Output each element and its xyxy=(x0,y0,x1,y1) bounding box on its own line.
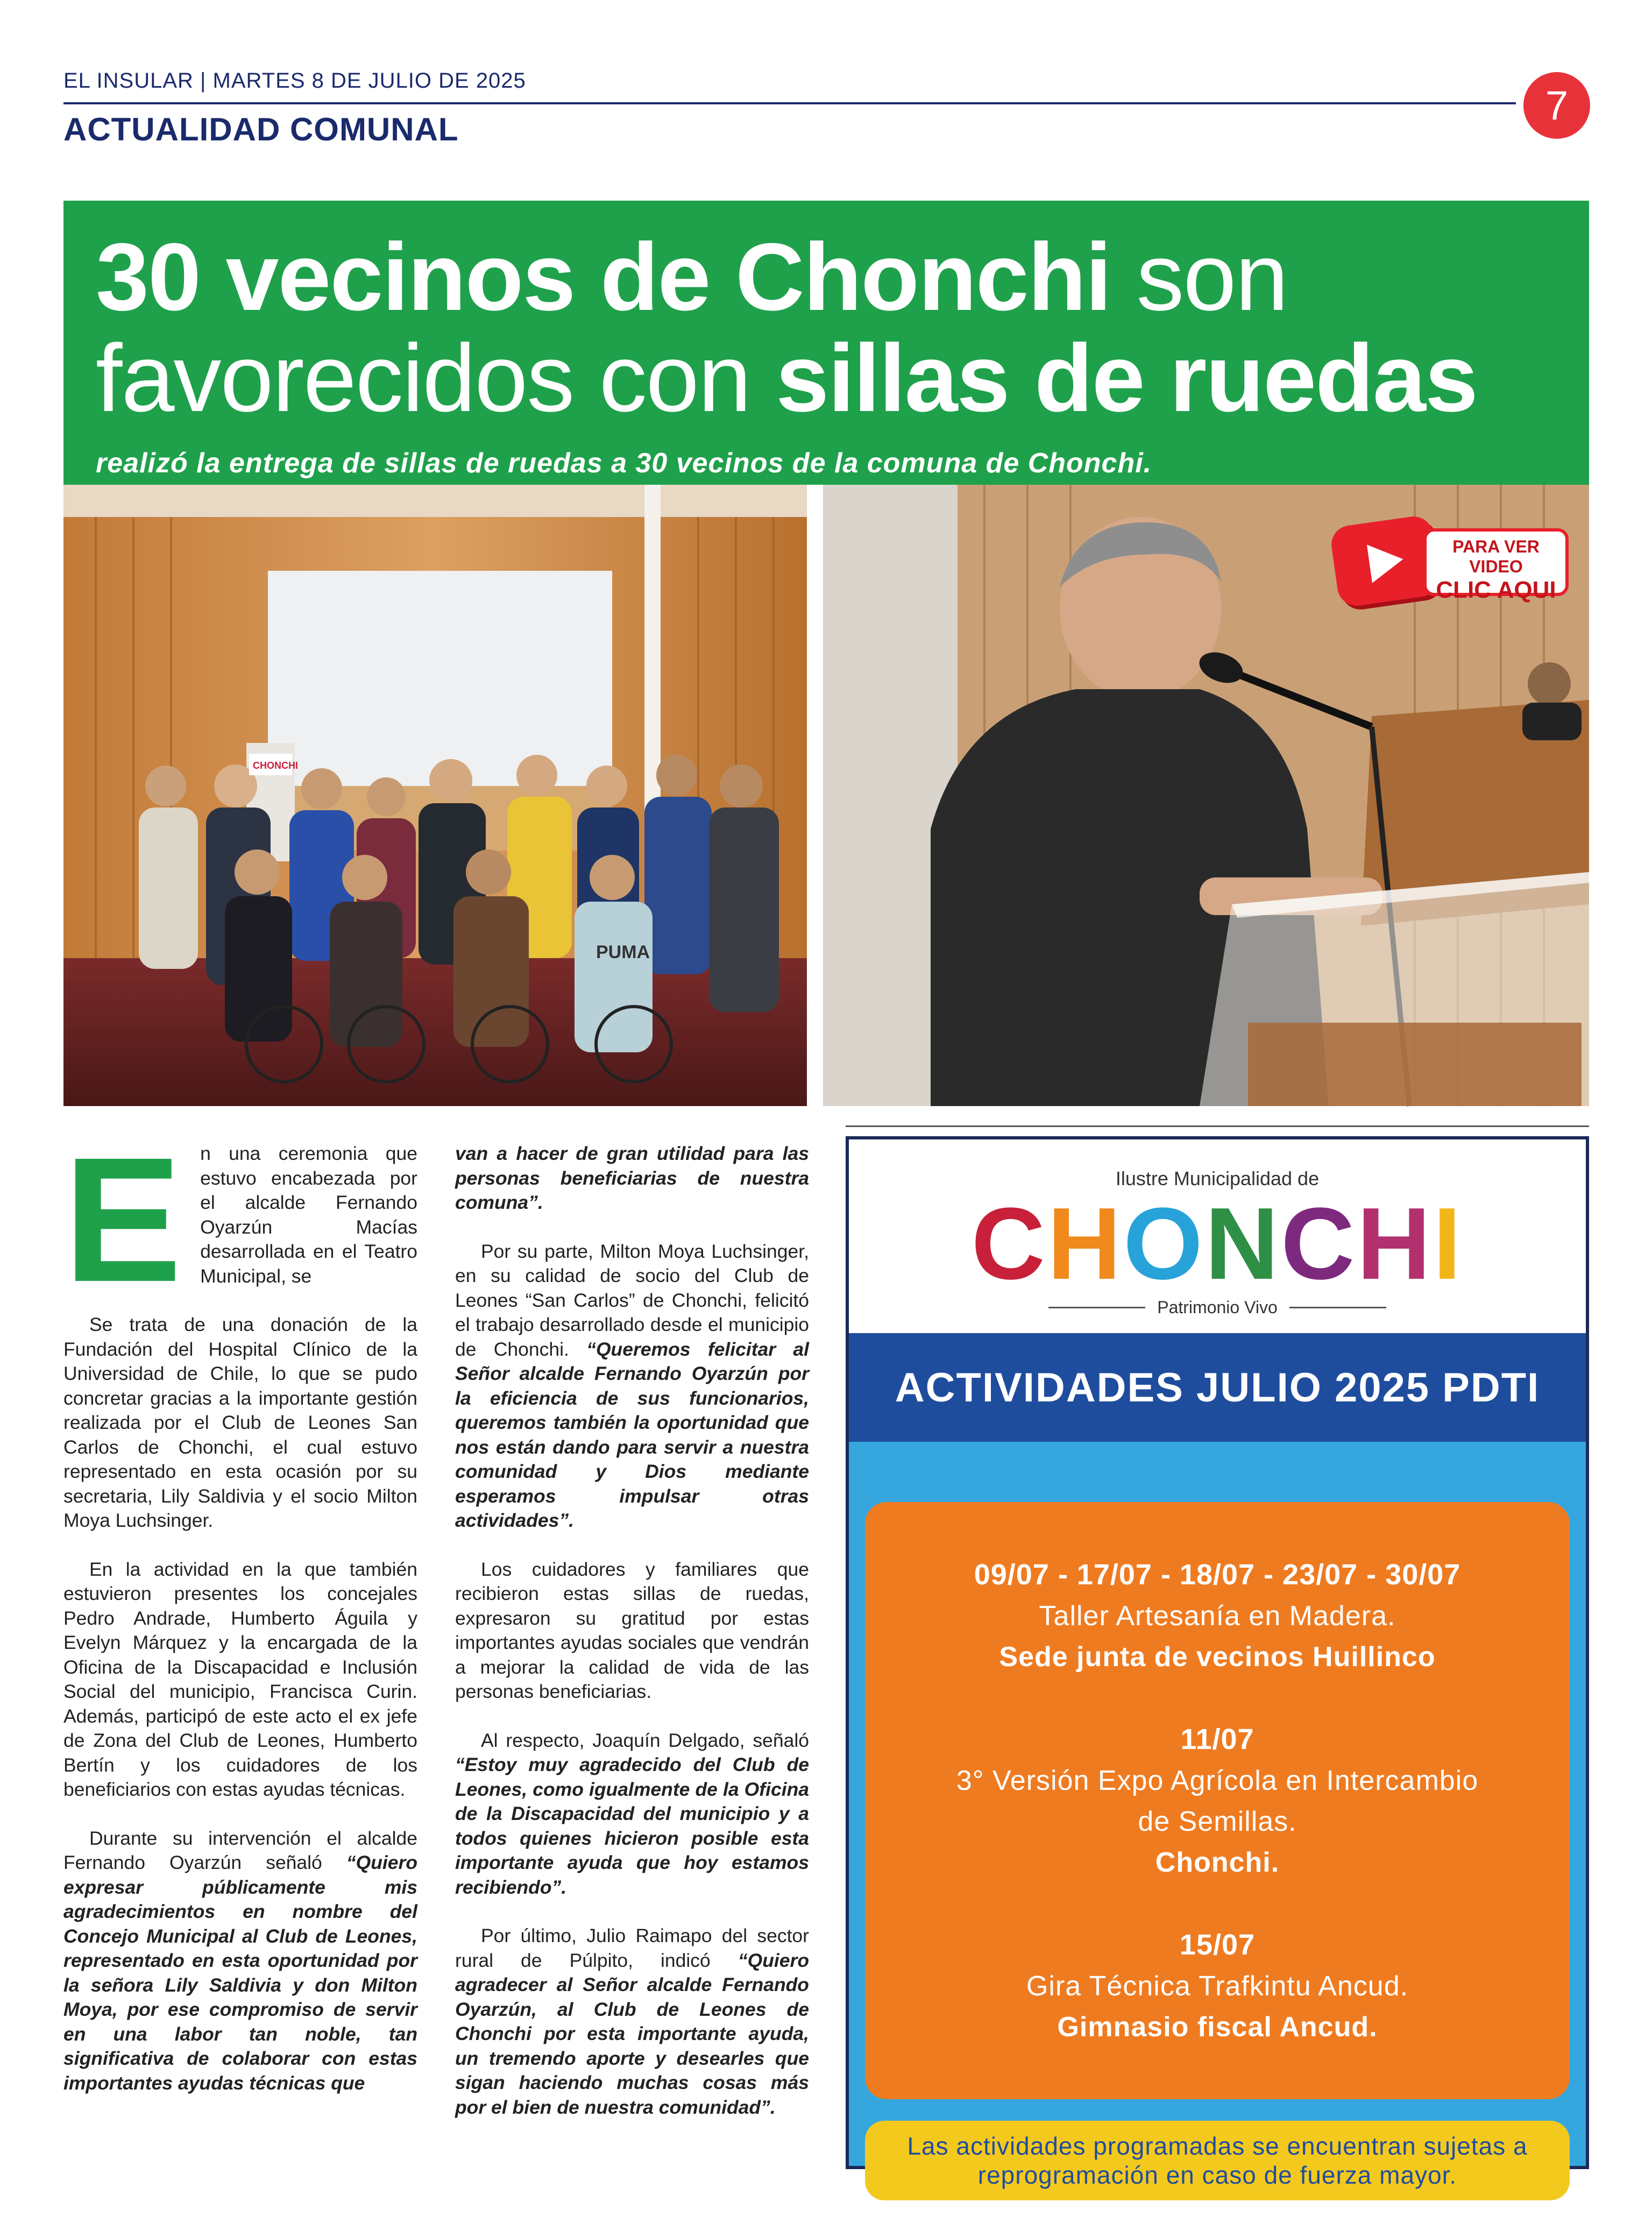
ad-body xyxy=(849,1442,1586,2189)
events-panel xyxy=(865,1502,1570,2099)
event-place: Sede junta de vecinos Huillinco xyxy=(999,1641,1436,1673)
headline-bold-2: sillas de ruedas xyxy=(776,324,1477,431)
ad-ilustre-text: Ilustre Municipalidad de xyxy=(1115,1167,1320,1189)
chonchi-logo xyxy=(849,1187,1586,1301)
header-rule xyxy=(63,102,1516,104)
logo-letter: O xyxy=(1123,1187,1205,1301)
logo-letter: H xyxy=(1047,1187,1124,1301)
logo-letter: I xyxy=(1433,1187,1464,1301)
puma-shirt-text: PUMA xyxy=(596,942,650,962)
event-date: 09/07 - 17/07 - 18/07 - 23/07 - 30/07 xyxy=(974,1559,1461,1591)
video-link-text[interactable] xyxy=(1423,528,1569,603)
headline-bold-1: 30 vecinos de Chonchi xyxy=(96,223,1111,330)
quote-text: “Quiero expresar públicamente mis agradecimientos en nombre del Concejo Municipal al Club de Leones, representado en esta oportunidad por la señora Lily Saldivia y don Milton Moya, por ese compromiso de servir en una labor tan noble, tan significativa de colaborar con estas importantes ayudas técnicas que xyxy=(63,1852,417,2094)
municipal-activities-ad xyxy=(846,1136,1589,2189)
article-paragraph: En la actividad en la que también estuvieron presentes los concejales Pedro Andrade, Humberto Águila y Evelyn Márquez y la encargada de la Oficina de la Discapacidad e Inclusión Social del municipio, Francisca Curin. Además, participó de este acto el ex jefe de Zona del Club de Leones, Humberto Bertín y los cuidadores de los beneficiarios con estas ayudas técnicas. xyxy=(63,1558,417,1800)
paragraph-text: Al respecto, Joaquín Delgado, señaló xyxy=(481,1729,809,1751)
ad-top-rule xyxy=(846,1125,1589,1127)
article-paragraph xyxy=(455,1729,809,1900)
article-paragraph xyxy=(455,1240,809,1533)
article-paragraph xyxy=(455,1924,809,2120)
headline-light-1: son xyxy=(1110,223,1288,330)
logo-letter: C xyxy=(1281,1187,1357,1301)
page-number: 7 xyxy=(1523,72,1590,139)
ad-patrimonio xyxy=(849,1298,1586,1318)
article-paragraph: Los cuidadores y familiares que recibieron estas sillas de ruedas, expresaron su gratitud por estas importantes ayudas sociales que vendrán a mejorar la calidad de vida de las personas beneficiarias. xyxy=(455,1558,809,1702)
quote-text: “Estoy muy agradecido del Club de Leones, como igualmente de la Oficina de la Discapacidad del municipio y a todos quienes hicieron posible esta importante ayuda que hoy estamos recibiendo”. xyxy=(455,1754,809,1898)
logo-letter: C xyxy=(971,1187,1047,1301)
logo-letter: N xyxy=(1204,1187,1281,1301)
quote-text: van a hacer de gran utilidad para las personas beneficiarias de nuestra comuna”. xyxy=(455,1143,809,1213)
headline-line-1 xyxy=(96,223,1557,330)
section-title: ACTUALIDAD COMUNAL xyxy=(63,111,459,147)
article-paragraph xyxy=(63,1826,417,2096)
chonchi-sign-text: CHONCHI xyxy=(253,760,298,771)
article-column-1 xyxy=(63,1120,417,2120)
article-paragraph: Se trata de una donación de la Fundación del Hospital Clínico de la Universidad de Chile, lo que se pudo concretar gracias a la importante gestión realizada por el Club de Leones San Carlos de Chonchi, el cual estuvo representado en esta ocasión por su secretaria, Lily Saldivia y el socio Milton Moya Luchsinger. xyxy=(63,1314,417,1531)
ad-logo-area xyxy=(849,1139,1586,1333)
event-place: Chonchi. xyxy=(1155,1847,1280,1878)
logo-letter: H xyxy=(1357,1187,1433,1301)
event-activity: 3° Versión Expo Agrícola en Intercambio de Semillas. xyxy=(956,1765,1479,1837)
ad-title: ACTIVIDADES JULIO 2025 PDTI xyxy=(849,1333,1586,1442)
paragraph-text: Durante su intervención el alcalde Fernando Oyarzún señaló xyxy=(63,1827,417,1873)
event-place: Gimnasio fiscal Ancud. xyxy=(1057,2011,1378,2043)
ad-patrimonio-text: Patrimonio Vivo xyxy=(1157,1298,1278,1317)
quote-text: “Quiero agradecer al Señor alcalde Fernando Oyarzún, al Club de Leones de Chonchi por esta importante ayuda, un tremendo aporte y desearles que sigan haciendo muchas cosas más por el bien de nuestra comunidad”. xyxy=(455,1949,809,2118)
paragraph-text: n una ceremonia que estuvo encabezada por el alcalde Fernando Oyarzún Macías desarrollada en el Teatro Municipal, se xyxy=(200,1143,417,1287)
headline-line-2 xyxy=(96,324,1557,431)
masthead: EL INSULAR | MARTES 8 DE JULIO DE 2025 xyxy=(63,69,526,93)
event-activity: Gira Técnica Trafkintu Ancud. xyxy=(1026,1971,1409,2002)
headline-subtitle: realizó la entrega de sillas de ruedas a 30 vecinos de la comuna de Chonchi. xyxy=(96,448,1152,479)
headline-block xyxy=(63,201,1589,485)
event-date: 15/07 xyxy=(1179,1929,1256,1961)
video-link-line-1: PARA VER VIDEO xyxy=(1452,537,1540,576)
reschedule-notice: Las actividades programadas se encuentran sujetas a reprogramación en caso de fuerza mayor. xyxy=(865,2121,1570,2200)
divider-line xyxy=(1289,1307,1386,1308)
video-link-badge[interactable] xyxy=(1334,516,1571,608)
article-column-2 xyxy=(455,1142,809,2144)
paragraph-text: Por su parte, Milton Moya Luchsinger, en su calidad de socio del Club de Leones “San Carlos” de Chonchi, felicitó el trabajo desarrollado desde el municipio de Chonchi. xyxy=(455,1240,809,1360)
quote-text: “Queremos felicitar al Señor alcalde Fernando Oyarzún por la eficiencia de sus funcionarios, queremos también la oportunidad que nos están dando para servir a nuestra comunidad y Dios mediante esperamos impulsar otras actividades”. xyxy=(455,1338,809,1531)
drop-cap: E xyxy=(63,1120,182,1319)
article-paragraph xyxy=(63,1120,417,1319)
paragraph-text: Por último, Julio Raimapo del sector rural de Púlpito, indicó xyxy=(455,1925,809,1971)
event-activity: Taller Artesanía en Madera. xyxy=(1039,1600,1396,1632)
video-link-line-2: CLIC AQUI xyxy=(1436,577,1556,603)
headline-light-2: favorecidos con xyxy=(96,324,776,431)
group-photo xyxy=(63,485,807,1106)
event-date: 11/07 xyxy=(1180,1723,1254,1755)
divider-line xyxy=(1048,1307,1145,1308)
